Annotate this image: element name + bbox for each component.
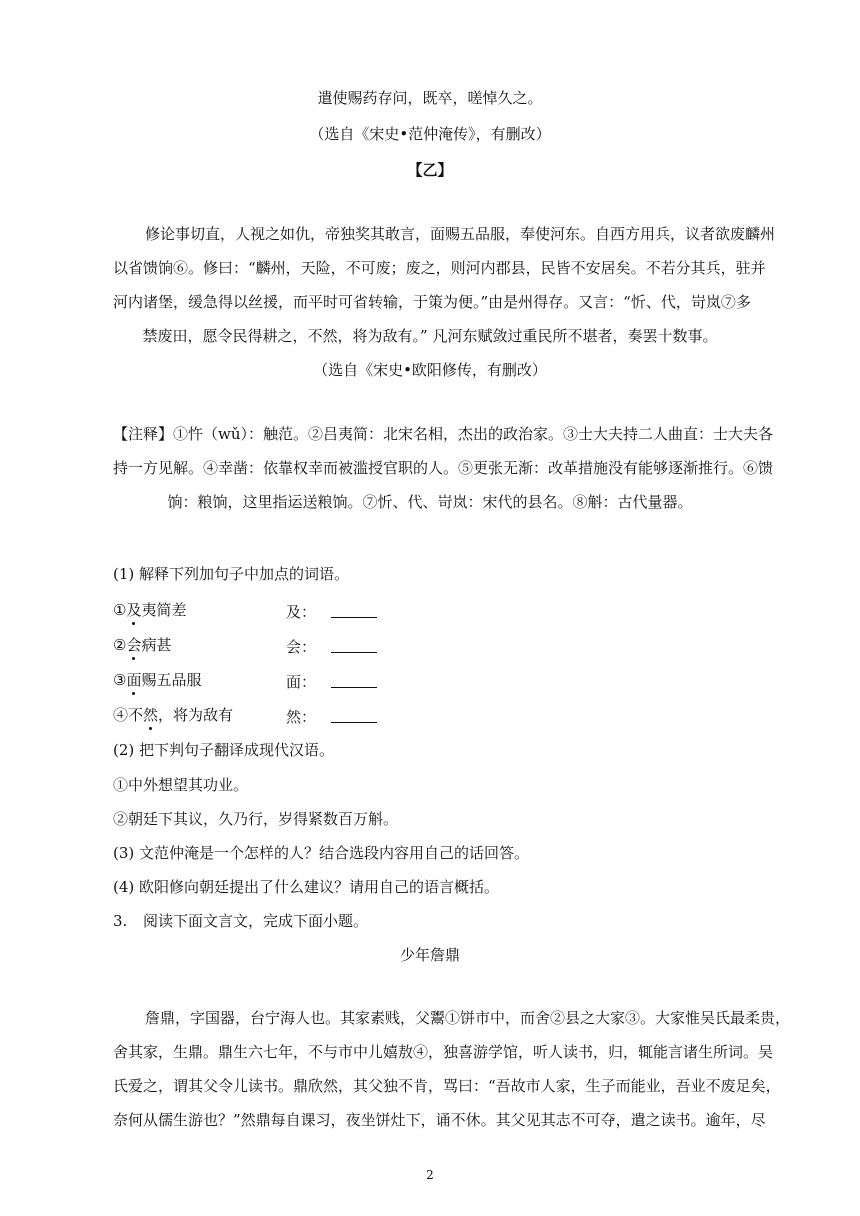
problem-3-text-line: 氏爱之，谓其父令儿读书。鼎欣然，其父独不肯，骂曰：“吾故市人家，生子而能业，吾业不废足矣， bbox=[113, 1077, 781, 1095]
problem-3-text-line: 奈何从儒生游也？”然鼎每自课习，夜坐饼灶下，诵不休。其父见其志不可夺，遣之读书。逾年，尽 bbox=[113, 1111, 766, 1129]
question-4-prompt: (4) 欧阳修向朝廷提出了什么建议？请用自己的语言概括。 bbox=[113, 878, 500, 896]
dotted-char: 及 bbox=[126, 601, 142, 619]
problem-3-number: 3. bbox=[113, 912, 128, 930]
question-1-label-4: 然： bbox=[286, 708, 317, 726]
passage-yi-line: 以省馈饷⑥。修曰：“麟州，天险，不可废；废之，则河内郡县，民皆不安居矣。不若分其兵，驻并 bbox=[113, 259, 766, 277]
question-1-item-1: ①及夷简差 bbox=[113, 601, 187, 619]
question-1-item-3: ③面赐五品服 bbox=[113, 671, 202, 689]
passage-yi-heading: 【乙】 bbox=[407, 161, 453, 179]
question-1-label-1: 及： bbox=[286, 603, 317, 621]
passage-yi-line: 修论事切直，人视之如仇，帝独奖其敢言，面赐五品服，奉使河东。自西方用兵，议者欲废麟州 bbox=[145, 225, 776, 243]
question-1-label-2: 会： bbox=[286, 638, 317, 656]
question-1-item-2: ②会病甚 bbox=[113, 636, 172, 654]
answer-blank[interactable] bbox=[331, 652, 377, 653]
item-pre: 不 bbox=[128, 706, 144, 724]
question-1-label-3: 面： bbox=[286, 673, 317, 691]
notes-line: 饷：粮饷，这里指运送粮饷。⑦忻、代、岢岚：宋代的县名。⑧斛：古代量器。 bbox=[167, 493, 693, 511]
item-rest: 夷简差 bbox=[141, 601, 187, 619]
question-2-item: ②朝廷下其议，久乃行，岁得紧数百万斛。 bbox=[113, 810, 399, 828]
question-2-prompt: (2) 把下判句子翻译成现代汉语。 bbox=[113, 741, 335, 759]
question-2-item: ①中外想望其功业。 bbox=[113, 776, 249, 794]
dotted-char: 会 bbox=[126, 636, 142, 654]
passage-yi-line: 禁废田，愿令民得耕之，不然，将为敌有。” 凡河东赋敛过重民所不堪者，奏罢十数事。 bbox=[142, 327, 718, 345]
problem-3-instruction: 阅读下面文言文，完成下面小题。 bbox=[143, 912, 369, 930]
item-rest: ，将为敌有 bbox=[158, 706, 234, 724]
answer-blank[interactable] bbox=[331, 722, 377, 723]
notes-line: 【注释】①忤（wǔ）：触范。②吕夷简：北宋名相，杰出的政治家。③士大夫持二人曲直：士大夫各 bbox=[113, 425, 774, 443]
problem-3-text-line: 詹鼎，字国器，台宁海人也。其家素贱，父鬻①饼市中，而舍②县之大家③。大家惟吴氏最柔贵， bbox=[145, 1009, 791, 1027]
question-3-prompt: (3) 文范仲淹是一个怎样的人？结合选段内容用自己的话回答。 bbox=[113, 844, 530, 862]
answer-blank[interactable] bbox=[331, 687, 377, 688]
dotted-char: 面 bbox=[126, 671, 142, 689]
passage-jia-closing-line: 遣使赐药存问，既卒，嗟悼久之。 bbox=[317, 89, 543, 107]
passage-yi-source: （选自《宋史•欧阳修传，有删改） bbox=[313, 361, 547, 379]
page-number: 2 bbox=[426, 1168, 434, 1182]
passage-jia-source: （选自《宋史•范仲淹传》，有删改） bbox=[309, 125, 551, 143]
item-rest: 赐五品服 bbox=[141, 671, 202, 689]
question-1-prompt: (1) 解释下列加句子中加点的词语。 bbox=[113, 565, 350, 583]
item-rest: 病甚 bbox=[141, 636, 172, 654]
problem-3-title: 少年詹鼎 bbox=[399, 946, 460, 964]
notes-line: 持一方见解。④幸凿：依靠权幸而被滥授官职的人。⑤更张无渐：改革措施没有能够逐渐推行。⑥馈 bbox=[113, 459, 774, 477]
problem-3-text-line: 舍其家，生鼎。鼎生六七年，不与市中儿嬉敖④，独喜游学馆，听人读书，归，辄能言诸生所词。吴 bbox=[113, 1043, 774, 1061]
passage-yi-line: 河内诸堡，缓急得以丝援，而平时可省转输，于策为便。”由是州得存。又言：“忻、代，岢岚⑦多 bbox=[113, 293, 751, 311]
answer-blank[interactable] bbox=[331, 617, 377, 618]
question-1-item-4: ④不然，将为敌有 bbox=[113, 706, 234, 724]
dotted-char: 然 bbox=[143, 706, 159, 724]
